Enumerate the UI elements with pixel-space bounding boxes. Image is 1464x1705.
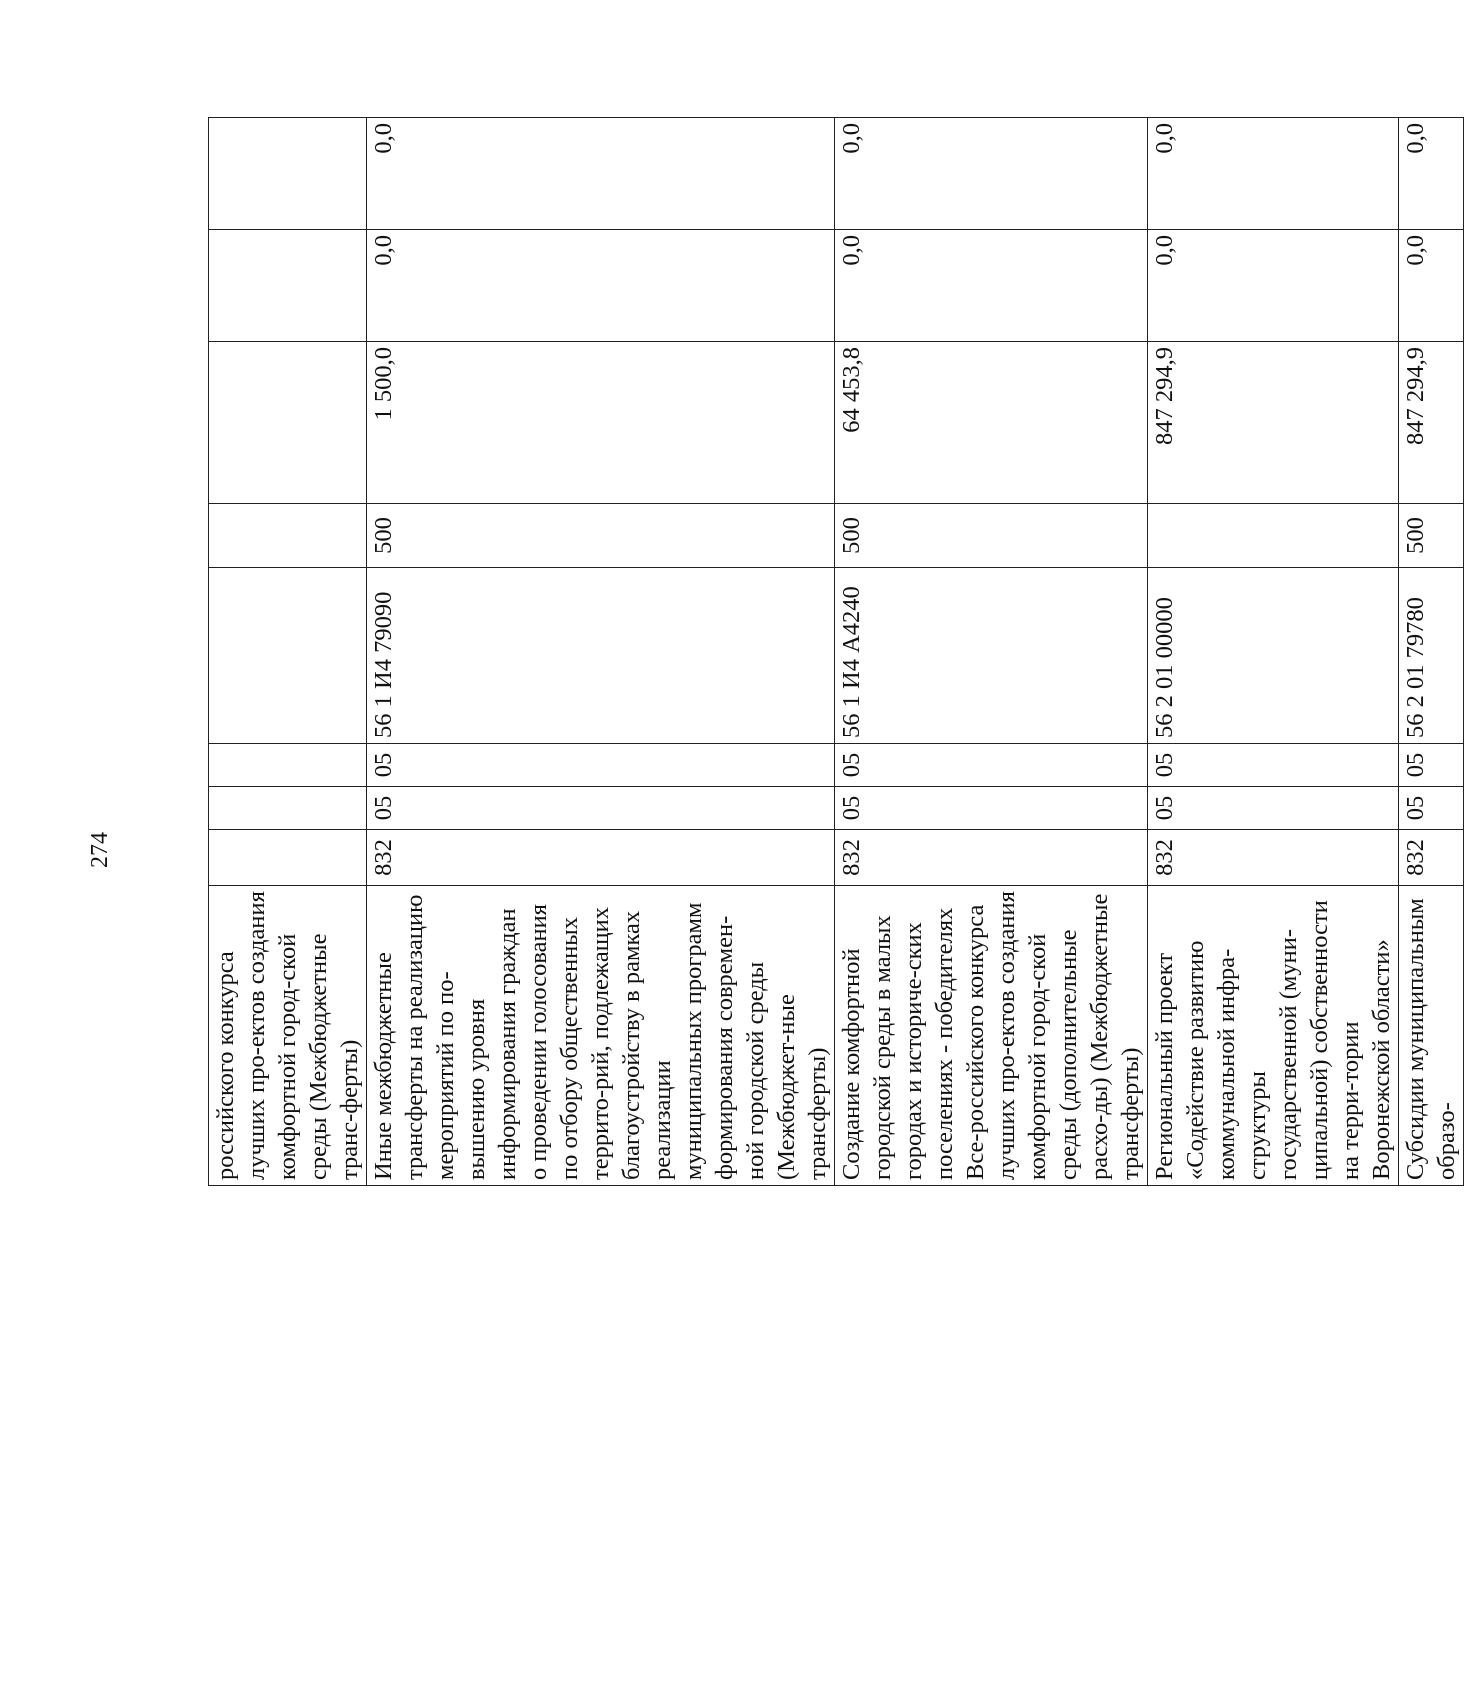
row-sum-2: 0,0 [367,230,835,342]
rotated-table-container [208,118,1460,1186]
row-vr: 500 [835,504,1148,568]
row-sum-1: 1 500,0 [367,342,835,504]
row-sum-2: 0,0 [1148,230,1399,342]
row-name: Иные межбюджетные трансферты на реализацию мероприятий по по-вышению уровня информирования граждан о проведении голосования по отбору общественных террито-рий, подлежащих благоустройству в рамках реализации муниципальных программ формирования современ-ной городской среды (Межбюджет-ные трансферты) [367,886,835,1186]
row-target: 56 2 01 00000 [1148,568,1399,744]
row-name: российского конкурса лучших про-ектов создания комфортной город-ской среды (Межбюджетные транс-ферты) [209,886,367,1186]
row-name: Субсидии муниципальным образо- [1399,886,1464,1186]
row-vr [1148,504,1399,568]
row-sum-2: 0,0 [1399,230,1464,342]
row-target: 56 1 И4 А4240 [835,568,1148,744]
row-sum-3 [209,118,367,230]
row-subsection: 05 [367,744,835,787]
row-sum-1 [209,342,367,504]
row-ministry: 832 [367,830,835,886]
budget-table [208,117,1464,1186]
row-subsection: 05 [835,744,1148,787]
row-vr: 500 [1399,504,1464,568]
row-section: 05 [1148,787,1399,830]
row-vr: 500 [367,504,835,568]
row-sum-3: 0,0 [367,118,835,230]
table-row [1399,118,1464,1186]
row-subsection: 05 [1148,744,1399,787]
row-sum-3: 0,0 [1148,118,1399,230]
table-row [209,118,367,1186]
table-row [367,118,835,1186]
row-sum-3: 0,0 [835,118,1148,230]
page-number: 274 [87,832,113,868]
row-target [209,568,367,744]
row-target: 56 2 01 79780 [1399,568,1464,744]
row-section [209,787,367,830]
table-row [1148,118,1399,1186]
row-name: Создание комфортной городской среды в малых городах и историче-ских поселениях - победителях Все-российского конкурса лучших про-ектов создания комфортной город-ской среды (дополнительные расхо-ды) (Межбюджетные трансферты) [835,886,1148,1186]
row-sum-3: 0,0 [1399,118,1464,230]
row-subsection: 05 [1399,744,1464,787]
table-row [835,118,1148,1186]
row-ministry: 832 [1399,830,1464,886]
row-ministry [209,830,367,886]
row-subsection [209,744,367,787]
row-name: Региональный проект «Содействие развитию коммунальной инфра-структуры государственной (муни-ципальной) собственности на терри-тории Воронежской области» [1148,886,1399,1186]
row-section: 05 [835,787,1148,830]
row-ministry: 832 [1148,830,1399,886]
row-sum-1: 847 294,9 [1148,342,1399,504]
row-sum-2: 0,0 [835,230,1148,342]
row-ministry: 832 [835,830,1148,886]
row-section: 05 [1399,787,1464,830]
row-section: 05 [367,787,835,830]
row-vr [209,504,367,568]
row-sum-1: 64 453,8 [835,342,1148,504]
row-sum-1: 847 294,9 [1399,342,1464,504]
row-target: 56 1 И4 79090 [367,568,835,744]
row-sum-2 [209,230,367,342]
